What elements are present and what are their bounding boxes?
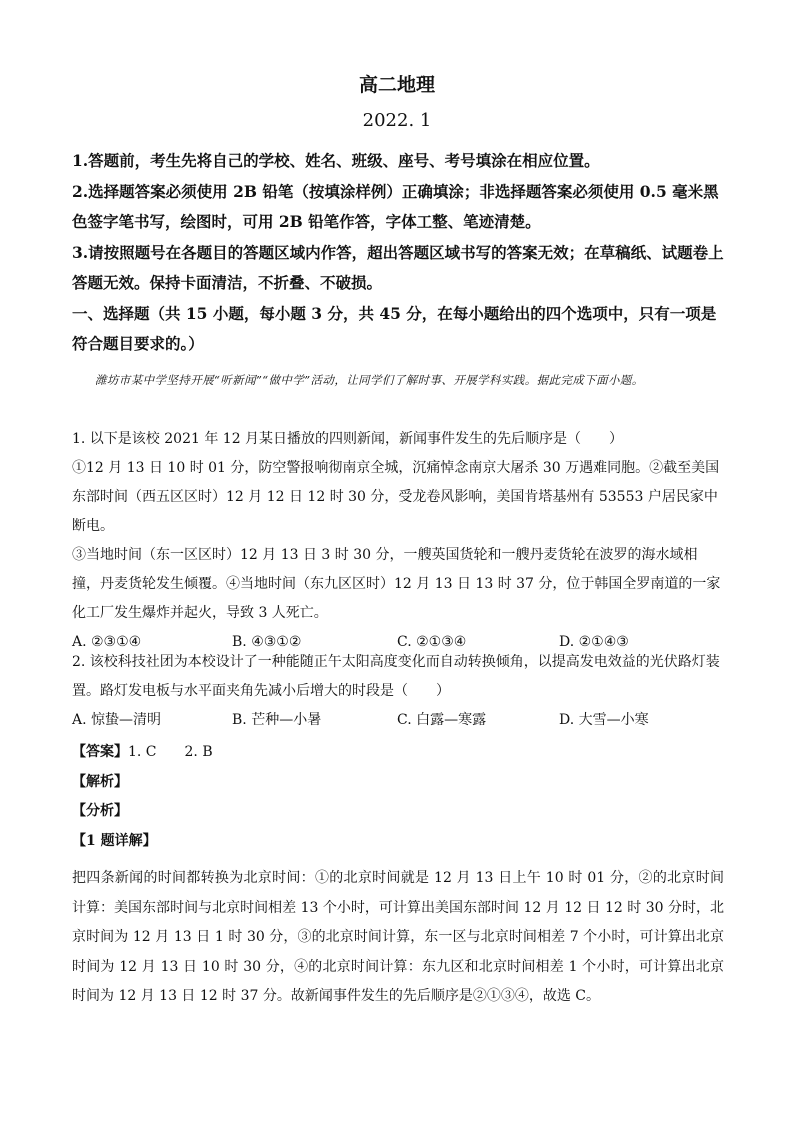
- answer-line: [72, 738, 724, 768]
- question-1: [72, 425, 724, 657]
- detail-text: 把四条新闻的时间都转换为北京时间：①的北京时间就是 12 月 13 日上午 10 时 01 分，②的北京时间计算：美国东部时间与北京时间相差 13 个小时，可计算出美国东部时间 12 月 12 日 12 时 30 分时，北京时间为 12 月 13 日 1 时 30 分，③的北京时间计算，东一区与北京时间相差 7 个小时，可计算出北京时间为 12 月 13 日 10 时 30 分，④的北京时间计算：东九区和北京时间相差 1 个小时，可计算出北京时间为 12 月 13 日 12 时 37 分。故新闻事件发生的先后顺序是②①③④，故选 C。: [72, 870, 724, 1004]
- option-b: B. ④③①②: [232, 634, 302, 650]
- question-2: [72, 648, 724, 735]
- question-1-news-a: ①12 月 13 日 10 时 01 分，防空警报响彻南京全城，沉痛悼念南京大屠杀 30 万遇难同胞。②截至美国东部时间（西五区区时）12 月 12 日 12 时 30 分，受龙卷风影响，美国肯塔基州有 53553 户居民家中断电。: [72, 460, 720, 534]
- option-c: C. ②①③④: [397, 634, 467, 650]
- question-2-stem: 2. 该校科技社团为本校设计了一种能随正午太阳高度变化而自动转换倾角，以提高发电效益的光伏路灯装置。路灯发电板与水平面夹角先减小后增大的时段是（ ）: [72, 654, 720, 699]
- instruction-3: 3.请按照题号在各题目的答题区域内作答，超出答题区域书写的答案无效；在草稿纸、试题卷上答题无效。保持卡面清洁，不折叠、不破损。: [72, 242, 724, 292]
- option-c: C. 白露—寒露: [397, 712, 487, 728]
- question-1-stem: 1. 以下是该校 2021 年 12 月某日播放的四则新闻，新闻事件发生的先后顺序是（ ）: [72, 431, 624, 447]
- exam-date: 2022. 1: [362, 110, 432, 131]
- option-b: B. 芒种—小暑: [232, 712, 322, 728]
- instruction-2: 2.选择题答案必须使用 2B 铅笔（按填涂样例）正确填涂；非选择题答案必须使用 0.5 毫米黑色签字笔书写，绘图时，可用 2B 铅笔作答，字体工整、笔迹清楚。: [72, 181, 719, 231]
- detail-explanation: [72, 864, 724, 1012]
- section-heading: 一、选择题（共 15 小题，每小题 3 分，共 45 分，在每小题给出的四个选项中，只有一项是符合题目要求的。）: [72, 303, 717, 353]
- option-a: A. ②③①④: [72, 634, 142, 650]
- option-d: D. 大雪—小寒: [559, 712, 649, 728]
- question-2-options: [72, 706, 724, 735]
- answer-section: [72, 738, 724, 856]
- page-title: 高二地理: [358, 74, 435, 96]
- detail-label: 【1 题详解】: [72, 832, 157, 849]
- instructions: [72, 146, 724, 360]
- option-d: D. ②①④③: [559, 634, 629, 650]
- material-intro: 潍坊市某中学坚持开展“听新闻”“做中学”活动，让同学们了解时事、开展学科实践。据此完成下面小题。: [95, 373, 644, 387]
- answer-label: 【答案】: [72, 744, 128, 760]
- option-a: A. 惊蛰—清明: [72, 712, 162, 728]
- answer-value: 1. C 2. B: [128, 744, 213, 760]
- fenxi-label: 【分析】: [72, 803, 128, 819]
- question-1-news-b: ③当地时间（东一区区时）12 月 13 日 3 时 30 分，一艘英国货轮和一艘丹麦货轮在波罗的海水域相撞，丹麦货轮发生倾覆。④当地时间（东九区区时）12 月 13 日 13 时 37 分，位于韩国全罗南道的一家化工厂发生爆炸并起火，导致 3 人死亡。: [72, 547, 721, 621]
- instruction-1: 1.答题前，考生先将自己的学校、姓名、班级、座号、考号填涂在相应位置。: [72, 151, 600, 170]
- analysis-label: 【解析】: [72, 773, 128, 790]
